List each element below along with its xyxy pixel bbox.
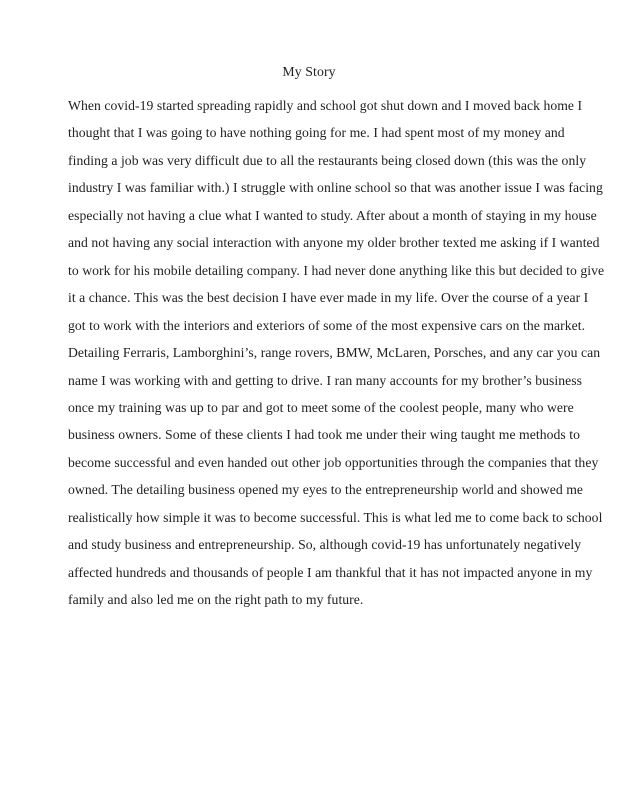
text-line: industry I was familiar with.) I struggle with online school so that was another issue I was facing <box>68 180 603 196</box>
text-line: got to work with the interiors and exteriors of some of the most expensive cars on the market. <box>68 317 586 333</box>
text-line: become successful and even handed out other job opportunities through the companies that they <box>68 454 599 470</box>
text-line: name I was working with and getting to drive. I ran many accounts for my brother’s business <box>68 372 583 388</box>
text-line: and not having any social interaction with anyone my older brother texted me asking if I wanted <box>68 235 600 251</box>
document-title: My Story <box>282 64 336 79</box>
text-line: When covid-19 started spreading rapidly and school got shut down and I moved back home I <box>68 98 583 113</box>
text-line: thought that I was going to have nothing going for me. I had spent most of my money and <box>68 125 565 141</box>
text-line: Detailing Ferraris, Lamborghini’s, range rovers, BMW, McLaren, Porsches, and any car you can <box>68 345 601 361</box>
text-line: it a chance. This was the best decision I have ever made in my life. Over the course of a year I <box>68 290 589 306</box>
text-line: realistically how simple it was to become successful. This is what led me to come back to school <box>68 509 603 525</box>
text-line: owned. The detailing business opened my eyes to the entrepreneurship world and showed me <box>68 482 584 498</box>
text-line: and study business and entrepreneurship. So, although covid-19 has unfortunately negatively <box>68 537 582 553</box>
text-line: finding a job was very difficult due to all the restaurants being closed down (this was the only <box>68 152 587 168</box>
text-line: especially not having a clue what I wanted to study. After about a month of staying in my house <box>68 207 597 223</box>
text-line: family and also led me on the right path to my future. <box>68 592 364 608</box>
text-line: business owners. Some of these clients I had took me under their wing taught me methods to <box>68 427 580 443</box>
text-line: to work for his mobile detailing company. I had never done anything like this but decided to give <box>68 262 605 278</box>
text-line: once my training was up to par and got to meet some of the coolest people, many who were <box>68 399 574 415</box>
document-body <box>68 92 605 614</box>
text-line: affected hundreds and thousands of people I am thankful that it has not impacted anyone in my <box>68 564 593 580</box>
